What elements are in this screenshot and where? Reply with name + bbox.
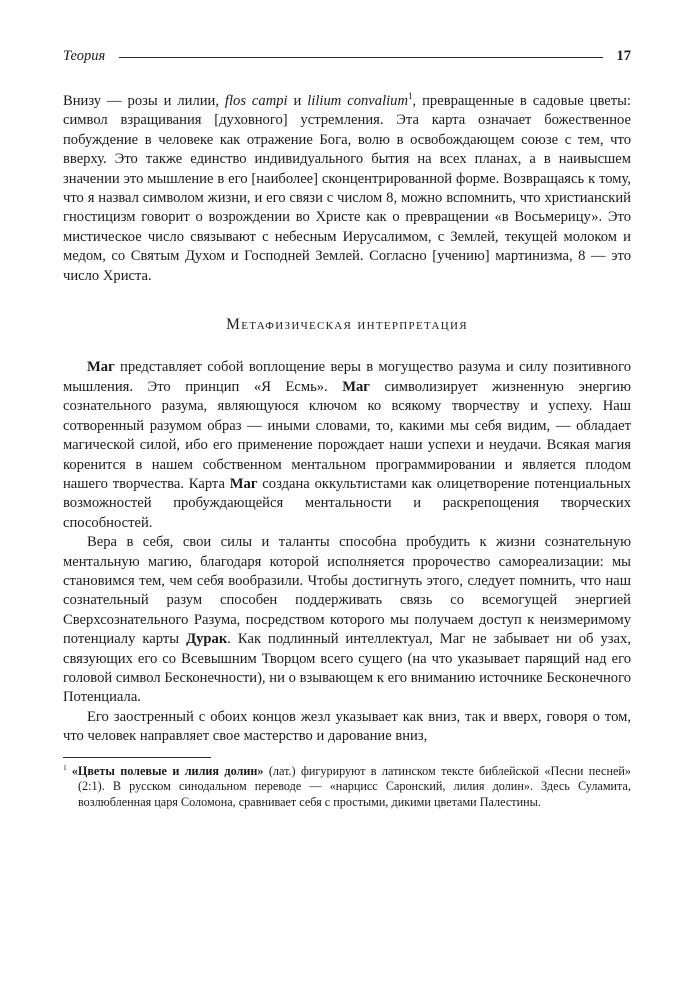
header-rule (119, 57, 602, 58)
footnote (63, 764, 631, 811)
section-heading: Метафизическая интерпретация (226, 316, 468, 334)
footnote-rule (63, 757, 211, 758)
footnote-text-runs: «Цветы полевые и лилия долин» (лат.) фигурируют в латинском тексте библейской «Песни песней» (2:1). В русском синодальном переводе — «нарцисс Саронский, лилия долин». Здесь Суламита, возлюбленная царя Соломона, сравнивает себя с простыми, дикими цветами Палестины. (71, 763, 631, 809)
running-title: Теория (63, 48, 106, 64)
paragraph-mag: Маг представляет собой воплощение веры в могущество разума и силу позитивного мышления. Это принцип «Я Есмь». Маг символизирует жизненную энергию сознательного разума, являющуюся ключом ко всякому творчеству и успеху. Наш сотворенный разумом образ — иными словами, то, какими мы себя видим, — обладает магической силой, ибо его применение порождает наши успехи и неудачи. Всякая магия коренится в нашем собственном ментальном программировании и является плодом нашего творчества. Карта Маг создана оккультистами как олицетворение потенциальных возможностей пробуждающейся ментальности и раскрепощения творческих способностей. (63, 359, 632, 531)
paragraph-vera: Вера в себя, свои силы и таланты способна пробудить к жизни сознательную ментальную магию, благодаря которой исполняется пророчество самореализации: мы становимся тем, чем себя вообразили. Чтобы достигнуть этого, следует помнить, что наш сознательный разум способен поддерживать связь со всемогущей энергией Сверхсознательного Разума, посредством которого мы получаем доступ к неизмеримому потенциалу карты Дурак. Как подлинный интеллектуал, Маг не забывает ни об узах, связующих его со Всевышним Творцом всего сущего (на что указывает парящий над его головой символ Бесконечности), ни о взывающем к его вниманию источнике Бесконечного Потенциала. (63, 534, 631, 706)
footnote-marker: 1 (63, 762, 67, 772)
page-number: 17 (616, 48, 631, 64)
paragraph-zhezl: Его заостренный с обоих концов жезл указывает как вниз, так и вверх, говоря о том, что человек направляет свое мастерство и дарование вниз, (63, 708, 631, 745)
footnote-block (63, 757, 631, 811)
page-header (63, 48, 631, 65)
paragraph-intro: Внизу — розы и лилии, flos campi и lilium convalium$^1$, превращенные в садовые цветы: символ взращивания [духовного] устремления. Эта карта означает божественное побуждение в человеке как отражение Бога, волю в освобождающем союзе с тем, что вверху. Это также единство индивидуального бытия на всех планах, а в наивысшем значении это мышление в его [наиболее] сконцентрированной форме. Возвращаясь к тому, что я назвал символом жизни, и его связи с числом 8, можно вспомнить, что христианский гностицизм говорит о возрождении во Христе как о превращении «в Восьмерицу». Это мистическое число связывают с небесным Иерусалимом, с Землей, текущей молоком и медом, со Святым Духом и Господней Землей. Согласно [учению] мартинизма, 8 — это число Христа. (63, 91, 631, 284)
body-text (63, 92, 631, 747)
